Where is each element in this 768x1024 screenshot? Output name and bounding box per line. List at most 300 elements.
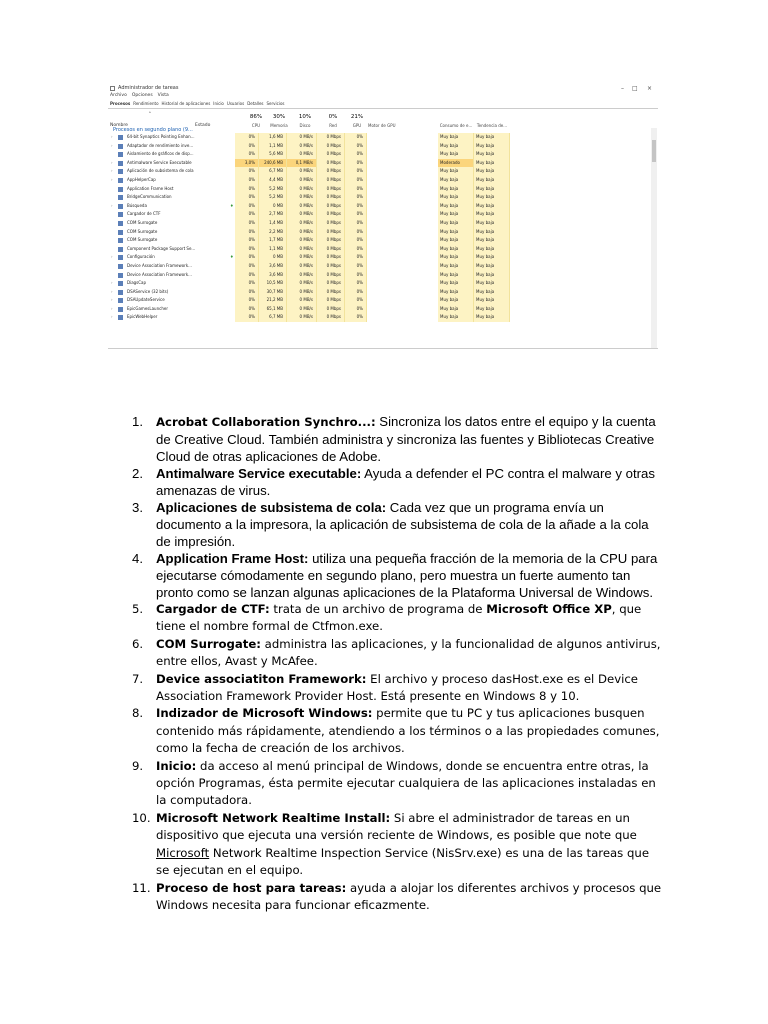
list-item bbox=[115, 705, 663, 757]
table-row[interactable] bbox=[108, 313, 648, 322]
process-icon bbox=[118, 221, 123, 226]
cell-gpu: 0% bbox=[345, 202, 367, 211]
cell-gpu: 0% bbox=[345, 150, 367, 159]
cell-net: 0 Mbps bbox=[317, 176, 345, 185]
cell-cpu: 0% bbox=[235, 210, 259, 219]
cell-cpu: 0% bbox=[235, 313, 259, 322]
cell-cpu: 0% bbox=[235, 185, 259, 194]
cell-disk: 0 MB/s bbox=[287, 253, 317, 262]
cell-cpu: 0% bbox=[235, 202, 259, 211]
item-number: 2. bbox=[132, 466, 143, 481]
cell-net: 0 Mbps bbox=[317, 150, 345, 159]
cell-net: 0 Mbps bbox=[317, 271, 345, 280]
cell-mem: 5,2 MB bbox=[259, 185, 287, 194]
expand-chevron-icon[interactable]: › bbox=[111, 314, 113, 320]
cell-consumo: Muy baja bbox=[438, 219, 474, 228]
list-item bbox=[115, 758, 663, 810]
cell-net: 0 Mbps bbox=[317, 253, 345, 262]
item-number: 10. bbox=[132, 810, 151, 825]
item-number: 4. bbox=[132, 551, 143, 566]
list-item bbox=[115, 465, 663, 499]
cell-tendencia: Muy baja bbox=[474, 210, 510, 219]
menu-vista[interactable]: Vista bbox=[157, 93, 169, 98]
table-row[interactable] bbox=[108, 245, 648, 254]
cell-tendencia: Muy baja bbox=[474, 159, 510, 168]
cell-net: 0 Mbps bbox=[317, 193, 345, 202]
cell-tendencia: Muy baja bbox=[474, 219, 510, 228]
cell-net: 0 Mbps bbox=[317, 236, 345, 245]
process-icon bbox=[118, 281, 123, 286]
item-number: 6. bbox=[132, 636, 144, 651]
cell-cpu: 0% bbox=[235, 193, 259, 202]
expand-chevron-icon[interactable]: › bbox=[111, 176, 113, 182]
process-name: BridgeCommunication bbox=[127, 194, 172, 200]
table-row[interactable] bbox=[108, 159, 648, 168]
process-icon bbox=[118, 238, 123, 243]
table-row[interactable] bbox=[108, 210, 648, 219]
cell-consumo: Muy baja bbox=[438, 167, 474, 176]
process-name: COM Surrogate bbox=[127, 237, 158, 243]
table-row[interactable] bbox=[108, 253, 648, 262]
cell-gpu: 0% bbox=[345, 176, 367, 185]
item-description: Si abre el administrador de tareas en un dispositivo que ejecuta una versión reciente de Windows, es posible que note que bbox=[156, 810, 637, 843]
cell-disk: 0,1 MB/s bbox=[287, 159, 317, 168]
table-row[interactable] bbox=[108, 296, 648, 305]
suspended-leaf-icon: ♦ bbox=[230, 254, 234, 260]
process-name: Cargador de CTF bbox=[127, 211, 161, 217]
cell-consumo: Muy baja bbox=[438, 271, 474, 280]
item-term: Aplicaciones de subsistema de cola: bbox=[156, 500, 387, 515]
process-name: DiagsCap bbox=[127, 280, 147, 286]
cell-consumo: Muy baja bbox=[438, 305, 474, 314]
cell-disk: 0 MB/s bbox=[287, 296, 317, 305]
process-icon bbox=[118, 298, 123, 303]
scrollbar-thumb[interactable] bbox=[652, 140, 656, 162]
table-row[interactable] bbox=[108, 271, 648, 280]
cell-net: 0 Mbps bbox=[317, 262, 345, 271]
tab-divider bbox=[108, 108, 658, 109]
header-gpu[interactable]: GPU bbox=[352, 123, 362, 128]
cell-gpu: 0% bbox=[345, 210, 367, 219]
title-bar bbox=[108, 85, 658, 94]
cell-mem: 6,7 MB bbox=[259, 167, 287, 176]
cell-tendencia: Muy baja bbox=[474, 142, 510, 151]
cell-disk: 0 MB/s bbox=[287, 142, 317, 151]
task-manager-icon bbox=[110, 86, 115, 91]
process-icon bbox=[118, 307, 123, 312]
cell-cpu: 0% bbox=[235, 219, 259, 228]
process-icon bbox=[118, 230, 123, 235]
item-term: Cargador de CTF: bbox=[156, 602, 270, 616]
cell-net: 0 Mbps bbox=[317, 133, 345, 142]
process-name: DSAUpdateService bbox=[127, 297, 165, 303]
cell-gpu: 0% bbox=[345, 142, 367, 151]
close-button[interactable]: × bbox=[647, 85, 653, 92]
cell-consumo: Muy baja bbox=[438, 228, 474, 237]
header-gpu-pct: 21% bbox=[350, 114, 364, 120]
expand-chevron-icon[interactable]: › bbox=[111, 134, 113, 139]
cell-gpu: 0% bbox=[345, 193, 367, 202]
cell-gpu: 0% bbox=[345, 159, 367, 168]
cell-gpu: 0% bbox=[345, 185, 367, 194]
cell-gpu: 0% bbox=[345, 313, 367, 322]
header-memoria-pct: 30% bbox=[272, 114, 286, 120]
cell-net: 0 Mbps bbox=[317, 305, 345, 314]
table-row[interactable] bbox=[108, 305, 648, 314]
list-item bbox=[115, 810, 663, 880]
cell-cpu: 0% bbox=[235, 288, 259, 297]
cell-tendencia: Muy baja bbox=[474, 262, 510, 271]
cell-consumo: Muy baja bbox=[438, 296, 474, 305]
cell-mem: 4,4 MB bbox=[259, 176, 287, 185]
cell-net: 0 Mbps bbox=[317, 279, 345, 288]
cell-net: 0 Mbps bbox=[317, 228, 345, 237]
menu-opciones[interactable]: Opciones bbox=[131, 93, 153, 98]
table-row[interactable] bbox=[108, 176, 648, 185]
list-item bbox=[115, 880, 663, 915]
tab-rendimiento[interactable]: Rendimiento bbox=[133, 101, 159, 106]
table-row[interactable] bbox=[108, 150, 648, 159]
table-row[interactable] bbox=[108, 219, 648, 228]
cell-mem: 3,6 MB bbox=[259, 271, 287, 280]
cell-mem: 10,5 MB bbox=[259, 279, 287, 288]
header-memoria[interactable]: Memoria bbox=[270, 123, 288, 128]
cell-cpu: 0% bbox=[235, 150, 259, 159]
item-description: El archivo y proceso dasHost.exe es el Device Association Framework Provider Host. Está presente en Windows 8 y 10. bbox=[156, 671, 638, 704]
cell-disk: 0 MB/s bbox=[287, 150, 317, 159]
cell-net: 0 Mbps bbox=[317, 313, 345, 322]
header-cpu[interactable]: CPU bbox=[251, 123, 261, 128]
item-description: Cada vez que un programa envía un documento a la impresora, la aplicación de subsistema de cola de la añade a la cola de impresión. bbox=[156, 500, 649, 549]
cell-gpu: 0% bbox=[345, 228, 367, 237]
bottom-divider bbox=[108, 348, 658, 349]
process-name: Aislamiento de gráficos de disp... bbox=[127, 151, 194, 157]
cell-disk: 0 MB/s bbox=[287, 236, 317, 245]
cell-cpu: 0% bbox=[235, 253, 259, 262]
process-description-list bbox=[115, 413, 663, 914]
cell-tendencia: Muy baja bbox=[474, 271, 510, 280]
process-list bbox=[108, 133, 648, 322]
cell-disk: 0 MB/s bbox=[287, 313, 317, 322]
task-manager-screenshot bbox=[108, 82, 658, 349]
cell-gpu: 0% bbox=[345, 133, 367, 142]
cell-net: 0 Mbps bbox=[317, 142, 345, 151]
process-icon bbox=[118, 178, 123, 183]
cell-mem: 240,6 MB bbox=[259, 159, 287, 168]
cell-consumo: Muy baja bbox=[438, 279, 474, 288]
cell-consumo: Muy baja bbox=[438, 245, 474, 254]
item-term: COM Surrogate: bbox=[156, 636, 261, 651]
cell-mem: 1,7 MB bbox=[259, 236, 287, 245]
cell-cpu: 0% bbox=[235, 176, 259, 185]
process-icon bbox=[118, 255, 123, 260]
cell-net: 0 Mbps bbox=[317, 296, 345, 305]
cell-consumo: Muy baja bbox=[438, 210, 474, 219]
cell-tendencia: Muy baja bbox=[474, 296, 510, 305]
item-number: 3. bbox=[132, 500, 143, 515]
cell-disk: 0 MB/s bbox=[287, 271, 317, 280]
list-item bbox=[115, 636, 663, 671]
cell-tendencia: Muy baja bbox=[474, 176, 510, 185]
cell-consumo: Muy baja bbox=[438, 202, 474, 211]
cell-tendencia: Muy baja bbox=[474, 245, 510, 254]
cell-disk: 0 MB/s bbox=[287, 167, 317, 176]
cell-net: 0 Mbps bbox=[317, 167, 345, 176]
cell-disk: 0 MB/s bbox=[287, 279, 317, 288]
cell-gpu: 0% bbox=[345, 262, 367, 271]
item-description: Ayuda a defender el PC contra el malware y otras amenazas de virus. bbox=[156, 466, 655, 498]
process-name: COM Surrogate bbox=[127, 219, 158, 225]
cell-gpu: 0% bbox=[345, 167, 367, 176]
cell-disk: 0 MB/s bbox=[287, 202, 317, 211]
cell-consumo: Muy baja bbox=[438, 313, 474, 322]
header-red[interactable]: Red bbox=[329, 123, 337, 128]
cell-consumo: Moderado bbox=[438, 159, 474, 168]
cell-consumo: Muy baja bbox=[438, 236, 474, 245]
table-row[interactable] bbox=[108, 133, 648, 142]
header-cpu-pct: 86% bbox=[249, 114, 263, 120]
header-consumo[interactable]: Consumo de e... bbox=[439, 123, 473, 128]
process-name: Component Package Support Se... bbox=[127, 245, 196, 251]
header-nombre[interactable]: Nombre bbox=[110, 123, 128, 128]
process-name: EpicGamesLauncher bbox=[127, 305, 168, 311]
cell-tendencia: Muy baja bbox=[474, 167, 510, 176]
cell-tendencia: Muy baja bbox=[474, 279, 510, 288]
item-description: permite que tu PC y tus aplicaciones busquen contenido más rápidamente, atendiendo a los términos o a las propiedades comunes, como la fecha de creación de los archivos. bbox=[156, 706, 660, 756]
item-description: trata de un archivo de programa de bbox=[269, 602, 487, 616]
tab-servicios[interactable]: Servicios bbox=[266, 101, 285, 106]
list-item bbox=[115, 550, 663, 601]
list-item bbox=[115, 413, 663, 465]
cell-gpu: 0% bbox=[345, 271, 367, 280]
cell-mem: 65,1 MB bbox=[259, 305, 287, 314]
maximize-button[interactable]: □ bbox=[632, 85, 638, 92]
suspended-leaf-icon: ♦ bbox=[230, 202, 234, 208]
cell-mem: 2,2 MB bbox=[259, 228, 287, 237]
process-name: EpicWebHelper bbox=[127, 314, 158, 320]
cell-tendencia: Muy baja bbox=[474, 305, 510, 314]
cell-mem: 0 MB bbox=[259, 202, 287, 211]
cell-disk: 0 MB/s bbox=[287, 305, 317, 314]
item-number: 8. bbox=[132, 706, 144, 721]
item-description: da acceso al menú principal de Windows, donde se encuentra entre otras, la opción Programas, ésta permite ejecutar cualquiera de las aplicaciones instaladas en la computadora. bbox=[156, 758, 656, 808]
tab-inicio[interactable]: Inicio bbox=[213, 101, 224, 106]
item-term: Proceso de host para tareas: bbox=[156, 880, 347, 895]
cell-gpu: 0% bbox=[345, 288, 367, 297]
cell-tendencia: Muy baja bbox=[474, 236, 510, 245]
table-row[interactable] bbox=[108, 193, 648, 202]
cell-gpu: 0% bbox=[345, 305, 367, 314]
expand-chevron-icon[interactable]: › bbox=[111, 305, 113, 311]
window-title: Administrador de tareas bbox=[118, 85, 179, 91]
table-row[interactable] bbox=[108, 167, 648, 176]
process-icon bbox=[118, 195, 123, 200]
item-description: administra las aplicaciones, y la funcionalidad de algunos antivirus, entre ellos, Avast y McAfee. bbox=[156, 636, 661, 669]
item-description: utiliza una pequeña fracción de la memoria de la CPU para ejecutarse cómodamente en segundo plano, pero muestra un fuerte aumento tan pronto como se lanzan algunas aplicaciones de la Plataforma Universal de Windows. bbox=[156, 551, 658, 600]
process-icon bbox=[118, 315, 123, 320]
cell-cpu: 0% bbox=[235, 236, 259, 245]
expand-chevron-icon[interactable]: › bbox=[111, 202, 113, 208]
list-item bbox=[115, 499, 663, 550]
cell-gpu: 0% bbox=[345, 236, 367, 245]
cell-disk: 0 MB/s bbox=[287, 133, 317, 142]
sort-chevron-icon: ⌃ bbox=[148, 112, 152, 117]
table-row[interactable] bbox=[108, 288, 648, 297]
cell-net: 0 Mbps bbox=[317, 210, 345, 219]
table-row[interactable] bbox=[108, 185, 648, 194]
cell-gpu: 0% bbox=[345, 219, 367, 228]
cell-tendencia: Muy baja bbox=[474, 133, 510, 142]
header-estado[interactable]: Estado bbox=[195, 123, 211, 128]
cell-mem: 0 MB bbox=[259, 253, 287, 262]
tab-bar bbox=[110, 101, 284, 107]
cell-cpu: 0% bbox=[235, 279, 259, 288]
expand-chevron-icon[interactable]: › bbox=[111, 280, 113, 286]
item-number: 11. bbox=[132, 880, 151, 895]
expand-chevron-icon[interactable]: › bbox=[111, 288, 113, 294]
process-icon bbox=[118, 290, 123, 295]
list-item bbox=[115, 601, 663, 636]
cell-disk: 0 MB/s bbox=[287, 228, 317, 237]
table-row[interactable] bbox=[108, 142, 648, 151]
cell-disk: 0 MB/s bbox=[287, 210, 317, 219]
process-icon bbox=[118, 169, 123, 174]
cell-mem: 5,6 MB bbox=[259, 150, 287, 159]
cell-mem: 5,2 MB bbox=[259, 193, 287, 202]
expand-chevron-icon[interactable]: › bbox=[111, 142, 113, 148]
header-tendencia[interactable]: Tendencia de... bbox=[476, 123, 508, 128]
cell-net: 0 Mbps bbox=[317, 185, 345, 194]
expand-chevron-icon[interactable]: › bbox=[111, 168, 113, 174]
cell-tendencia: Muy baja bbox=[474, 253, 510, 262]
process-icon bbox=[118, 247, 123, 252]
menu-bar bbox=[110, 93, 169, 100]
cell-mem: 6,7 MB bbox=[259, 313, 287, 322]
cell-consumo: Muy baja bbox=[438, 185, 474, 194]
header-motor-gpu[interactable]: Motor de GPU bbox=[368, 123, 396, 128]
table-row[interactable] bbox=[108, 262, 648, 271]
process-name: Device Association Framework... bbox=[127, 271, 192, 277]
process-name: Aplicación de subsistema de cola bbox=[127, 168, 194, 174]
scrollbar[interactable] bbox=[651, 128, 657, 349]
header-disco[interactable]: Disco bbox=[299, 123, 311, 128]
table-row[interactable] bbox=[108, 279, 648, 288]
item-term: Application Frame Host: bbox=[156, 551, 309, 566]
cell-disk: 0 MB/s bbox=[287, 262, 317, 271]
cell-cpu: 0% bbox=[235, 271, 259, 280]
cell-consumo: Muy baja bbox=[438, 142, 474, 151]
cell-disk: 0 MB/s bbox=[287, 185, 317, 194]
expand-chevron-icon[interactable]: › bbox=[111, 159, 113, 165]
cell-net: 0 Mbps bbox=[317, 245, 345, 254]
tab-usuarios[interactable]: Usuarios bbox=[226, 101, 245, 106]
process-name: AppHelperCap bbox=[127, 176, 156, 182]
process-name: Configuración bbox=[127, 254, 155, 260]
cell-cpu: 0% bbox=[235, 296, 259, 305]
cell-gpu: 0% bbox=[345, 245, 367, 254]
cell-tendencia: Muy baja bbox=[474, 202, 510, 211]
table-row[interactable] bbox=[108, 202, 648, 211]
cell-consumo: Muy baja bbox=[438, 262, 474, 271]
cell-tendencia: Muy baja bbox=[474, 185, 510, 194]
cell-cpu: 0% bbox=[235, 133, 259, 142]
cell-tendencia: Muy baja bbox=[474, 288, 510, 297]
cell-disk: 0 MB/s bbox=[287, 245, 317, 254]
process-icon bbox=[118, 187, 123, 192]
process-name: COM Surrogate bbox=[127, 228, 158, 234]
cell-cpu: 0% bbox=[235, 228, 259, 237]
process-icon bbox=[118, 135, 123, 140]
item-description: Sincroniza los datos entre el equipo y la cuenta de Creative Cloud. También administra y sincroniza las fuentes y Bibliotecas Creative Cloud de otras aplicaciones de Adobe. bbox=[156, 414, 656, 464]
minimize-button[interactable]: – bbox=[621, 85, 624, 92]
cell-disk: 0 MB/s bbox=[287, 176, 317, 185]
process-icon bbox=[118, 161, 123, 166]
cell-mem: 2,7 MB bbox=[259, 210, 287, 219]
cell-consumo: Muy baja bbox=[438, 176, 474, 185]
item-link-text: Microsoft bbox=[156, 845, 210, 860]
cell-consumo: Muy baja bbox=[438, 288, 474, 297]
cell-mem: 21,2 MB bbox=[259, 296, 287, 305]
process-name: Adaptador de rendimiento inve... bbox=[127, 142, 194, 148]
item-description-rest: , que tiene el nombre formal de Ctfmon.exe. bbox=[156, 602, 642, 634]
table-row[interactable] bbox=[108, 236, 648, 245]
item-number: 5. bbox=[132, 602, 144, 616]
header-disco-pct: 10% bbox=[298, 114, 312, 120]
cell-consumo: Muy baja bbox=[438, 150, 474, 159]
tab-procesos[interactable]: Procesos bbox=[110, 101, 131, 106]
item-number: 9. bbox=[132, 758, 144, 773]
cell-net: 0 Mbps bbox=[317, 219, 345, 228]
header-red-pct: 0% bbox=[328, 114, 338, 120]
cell-net: 0 Mbps bbox=[317, 202, 345, 211]
process-icon bbox=[118, 264, 123, 269]
item-term-secondary: Microsoft Office XP bbox=[486, 602, 612, 616]
cell-cpu: 0% bbox=[235, 167, 259, 176]
cell-consumo: Muy baja bbox=[438, 193, 474, 202]
cell-gpu: 0% bbox=[345, 296, 367, 305]
list-item bbox=[115, 671, 663, 706]
process-name: Búsqueda bbox=[127, 202, 147, 208]
expand-chevron-icon[interactable]: › bbox=[111, 254, 113, 260]
item-term: Device associatiton Framework: bbox=[156, 671, 367, 686]
cell-cpu: 0% bbox=[235, 142, 259, 151]
item-term: Microsoft Network Realtime Install: bbox=[156, 810, 391, 825]
process-name: 64-bit Synaptics Pointing Enhan... bbox=[127, 134, 195, 139]
tab-historial[interactable]: Historial de aplicaciones bbox=[161, 101, 211, 106]
cell-cpu: 0% bbox=[235, 245, 259, 254]
cell-mem: 1,1 MB bbox=[259, 245, 287, 254]
cell-mem: 1,1 MB bbox=[259, 142, 287, 151]
menu-archivo[interactable]: Archivo bbox=[110, 93, 127, 98]
cell-tendencia: Muy baja bbox=[474, 228, 510, 237]
cell-net: 0 Mbps bbox=[317, 159, 345, 168]
cell-tendencia: Muy baja bbox=[474, 313, 510, 322]
item-number: 1. bbox=[132, 414, 143, 429]
cell-cpu: 0% bbox=[235, 262, 259, 271]
cell-mem: 1,4 MB bbox=[259, 219, 287, 228]
group-label[interactable]: Procesos en segundo plano (9... bbox=[113, 127, 193, 133]
table-row[interactable] bbox=[108, 228, 648, 237]
cell-gpu: 0% bbox=[345, 279, 367, 288]
cell-cpu: 0% bbox=[235, 305, 259, 314]
tab-detalles[interactable]: Detalles bbox=[247, 101, 264, 106]
process-name: Device Association Framework... bbox=[127, 262, 192, 268]
cell-tendencia: Muy baja bbox=[474, 193, 510, 202]
item-number: 7. bbox=[132, 671, 144, 686]
process-name: Antimalware Service Executable bbox=[127, 159, 192, 165]
cell-consumo: Muy baja bbox=[438, 133, 474, 142]
expand-chevron-icon[interactable]: › bbox=[111, 297, 113, 303]
